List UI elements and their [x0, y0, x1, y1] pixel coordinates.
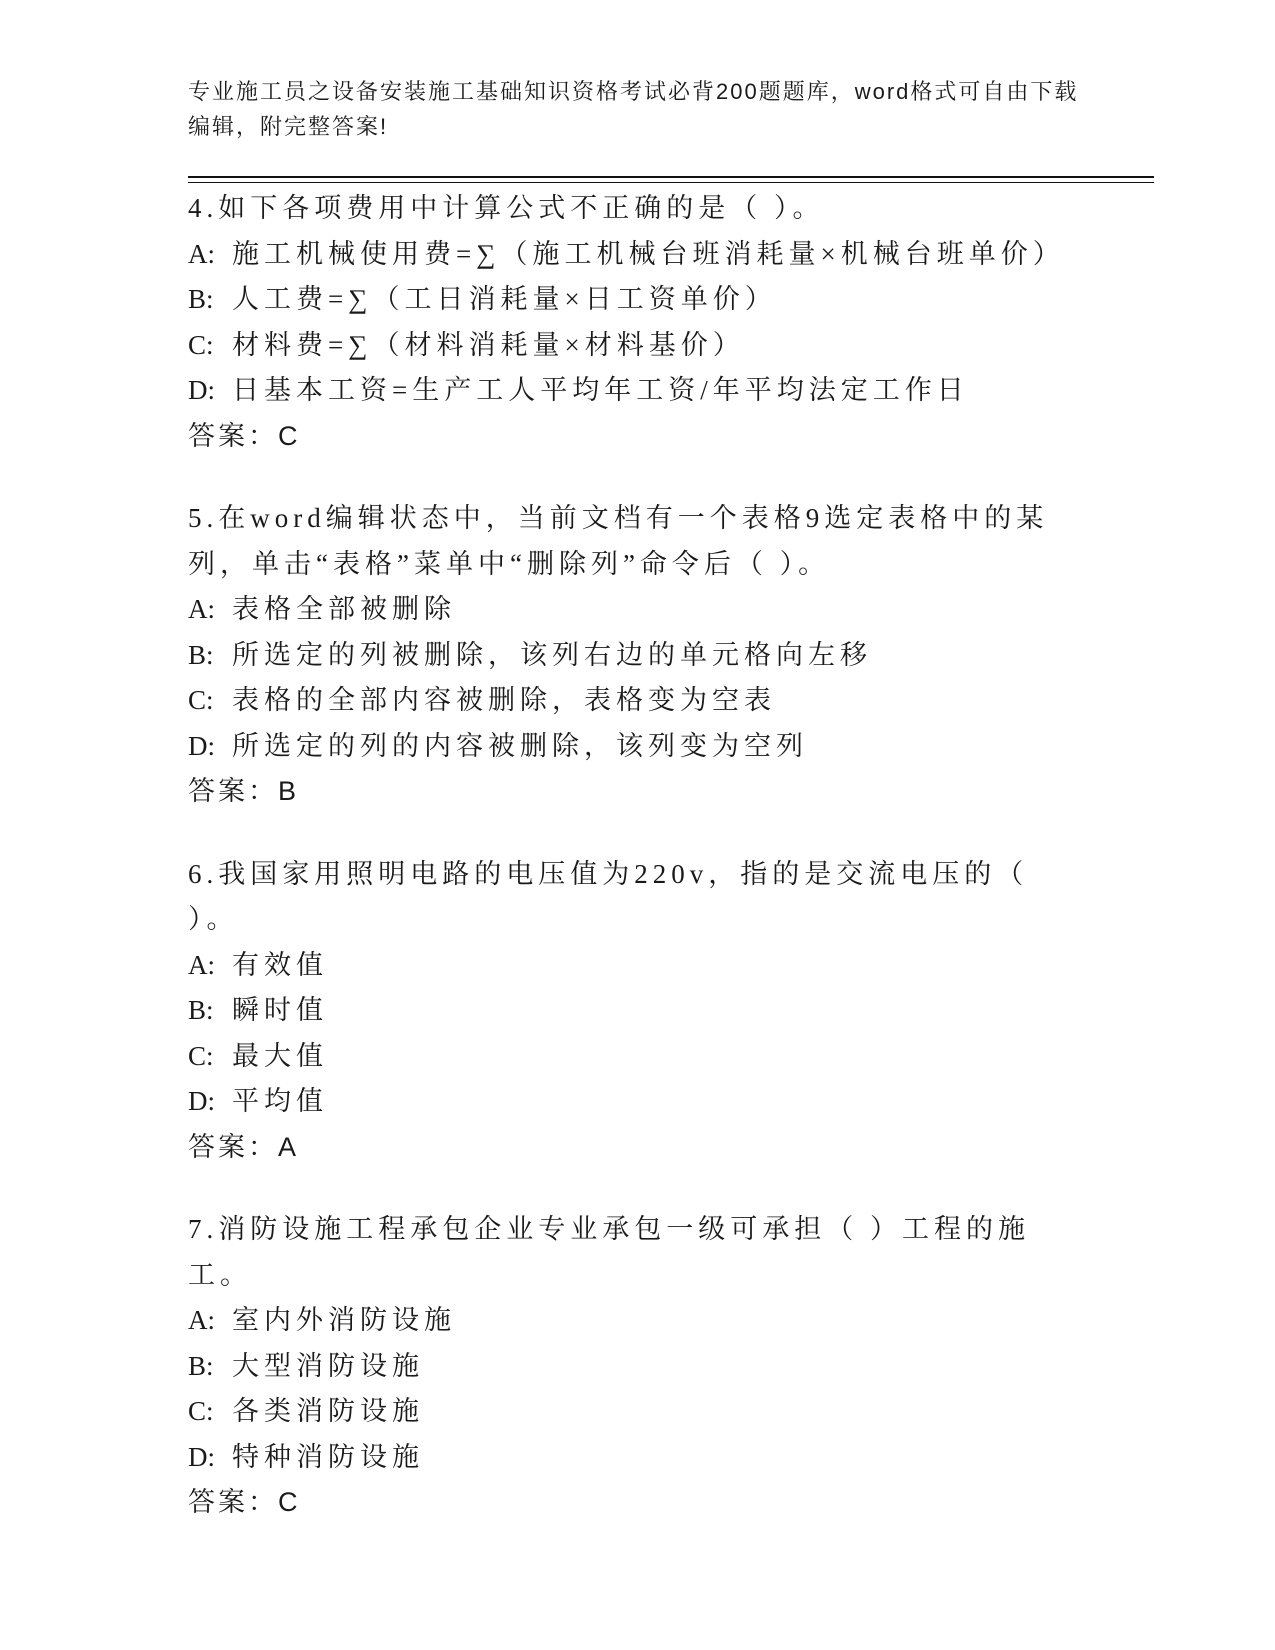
- option-a: [188, 943, 1088, 989]
- option-c: [188, 1389, 1088, 1435]
- option-b: [188, 633, 1088, 679]
- option-text: 瞬时值: [232, 995, 328, 1025]
- question-number: 6.: [188, 858, 219, 889]
- question-stem: [188, 852, 1068, 943]
- option-letter: B:: [188, 1350, 214, 1381]
- option-text: 表格全部被删除: [232, 594, 456, 624]
- question-list: [188, 186, 1088, 1563]
- option-letter: C:: [188, 1396, 214, 1426]
- option-letter: D:: [188, 730, 215, 761]
- option-text: 特种消防设施: [232, 1441, 424, 1472]
- option-text: 日基本工资=生产工人平均年工资/年平均法定工作日: [232, 375, 969, 405]
- option-text: 施工机械使用费=∑（施工机械台班消耗量×机械台班单价）: [232, 238, 1065, 269]
- question-stem: [188, 496, 1068, 587]
- header-divider-thin: [188, 182, 1154, 183]
- option-letter: B:: [188, 995, 214, 1025]
- question-5: [188, 496, 1088, 815]
- option-a: [188, 232, 1088, 278]
- option-b: [188, 988, 1088, 1034]
- header-divider-thick: [188, 176, 1154, 178]
- question-stem: [188, 186, 1068, 232]
- option-letter: D:: [188, 375, 215, 405]
- answer-line: 答案：C: [188, 1487, 301, 1517]
- option-b: [188, 1344, 1088, 1390]
- option-text: 表格的全部内容被删除，表格变为空表: [232, 685, 776, 715]
- option-d: [188, 1435, 1088, 1481]
- option-letter: A:: [188, 594, 215, 624]
- option-text: 平均值: [232, 1086, 328, 1116]
- option-a: [188, 1298, 1088, 1344]
- option-letter: D:: [188, 1086, 215, 1116]
- option-letter: A:: [188, 949, 215, 980]
- option-text: 所选定的列被删除，该列右边的单元格向左移: [232, 639, 872, 670]
- option-text: 所选定的列的内容被删除，该列变为空列: [232, 730, 808, 761]
- option-b: [188, 277, 1088, 323]
- question-number: 7.: [188, 1214, 219, 1244]
- option-text: 各类消防设施: [232, 1396, 424, 1426]
- answer-line: 答案：A: [188, 1131, 300, 1162]
- option-letter: B:: [188, 284, 214, 314]
- question-text: 如下各项费用中计算公式不正确的是（ ）。: [218, 193, 825, 223]
- option-letter: C:: [188, 685, 214, 715]
- option-text: 材料费=∑（材料消耗量×材料基价）: [232, 329, 745, 360]
- question-text: 在word编辑状态中，当前文档有一个表格9选定表格中的某列，单击“表格”菜单中“删除列”命令后（ ）。: [188, 503, 1049, 579]
- option-letter: C:: [188, 329, 214, 360]
- question-4: [188, 186, 1088, 459]
- answer-line: 答案：C: [188, 420, 301, 451]
- option-text: 大型消防设施: [232, 1350, 424, 1381]
- question-text: 消防设施工程承包企业专业承包一级可承担（ ）工程的施工。: [188, 1214, 1030, 1290]
- option-c: [188, 678, 1088, 724]
- option-text: 人工费=∑（工日消耗量×日工资单价）: [232, 284, 777, 314]
- question-6: [188, 852, 1088, 1171]
- option-text: 室内外消防设施: [232, 1305, 456, 1335]
- question-text: 我国家用照明电路的电压值为220v，指的是交流电压的（ ）。: [188, 858, 1029, 934]
- option-d: [188, 1079, 1088, 1125]
- document-header: 专业施工员之设备安装施工基础知识资格考试必背200题题库，word格式可自由下载编辑，附完整答案!: [188, 79, 1079, 139]
- option-d: [188, 724, 1088, 770]
- option-letter: A:: [188, 238, 215, 269]
- answer-line: 答案：B: [188, 776, 300, 806]
- option-letter: B:: [188, 639, 214, 670]
- question-number: 5.: [188, 503, 219, 533]
- question-number: 4.: [188, 193, 219, 223]
- option-d: [188, 368, 1088, 414]
- option-text: 有效值: [232, 949, 328, 980]
- question-stem: [188, 1207, 1068, 1298]
- option-letter: D:: [188, 1441, 215, 1472]
- option-letter: C:: [188, 1040, 214, 1071]
- option-letter: A:: [188, 1305, 215, 1335]
- question-7: [188, 1207, 1088, 1526]
- option-c: [188, 323, 1088, 369]
- option-text: 最大值: [232, 1040, 328, 1071]
- option-c: [188, 1034, 1088, 1080]
- option-a: [188, 587, 1088, 633]
